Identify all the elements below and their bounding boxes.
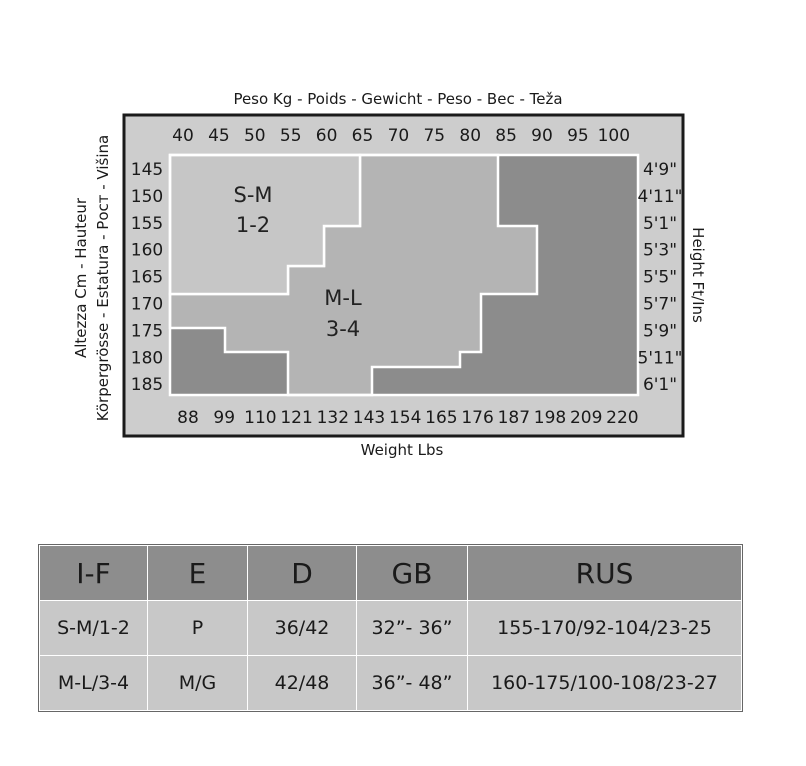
y-tick-cm: 165 [130, 267, 164, 288]
x-tick-lbs: 143 [352, 408, 386, 428]
x-tick-lbs: 99 [213, 408, 236, 428]
y-tick-cm: 170 [130, 294, 164, 315]
y-tick-ft: 6'1" [642, 375, 678, 396]
y-tick-cm: 150 [130, 186, 164, 207]
x-tick-kg: 100 [597, 126, 631, 146]
x-tick-lbs: 154 [388, 408, 422, 428]
zone-sm-name: S-M [233, 183, 273, 207]
table-cell: S-M/1-2 [40, 601, 148, 656]
x-tick-lbs: 187 [497, 408, 531, 428]
x-tick-lbs: 88 [177, 408, 199, 428]
x-tick-kg: 65 [351, 126, 374, 146]
y-tick-cm: 180 [130, 348, 164, 369]
table-cell: M-L/3-4 [40, 656, 148, 711]
y-tick-ft: 5'1" [642, 213, 678, 234]
table-cell: P [148, 601, 248, 656]
y-tick-cm: 175 [130, 321, 164, 342]
y-tick-ft: 5'5" [642, 267, 678, 288]
header-cell: GB [357, 546, 468, 601]
x-tick-kg: 80 [459, 126, 482, 146]
table-cell: 32”- 36” [357, 601, 468, 656]
y-tick-ft: 4'11" [637, 186, 683, 207]
y-axis-label-left-2: Körpergrösse - Estatura - Рост - Višina [94, 134, 112, 422]
table-row [40, 601, 742, 656]
y-tick-cm: 145 [130, 160, 164, 180]
x-tick-kg: 70 [387, 126, 410, 146]
size-conversion-table [39, 545, 742, 711]
x-tick-lbs: 198 [533, 408, 567, 428]
x-tick-lbs: 121 [280, 408, 313, 428]
zone-ml-label: 3-4 [325, 317, 361, 341]
table-cell: 160-175/100-108/23-27 [468, 656, 742, 711]
table-row [40, 656, 742, 711]
header-cell: RUS [468, 546, 742, 601]
y-tick-cm: 160 [130, 240, 164, 261]
x-tick-lbs: 165 [425, 408, 458, 428]
header-cell: I-F [40, 546, 148, 601]
y-tick-ft: 5'9" [642, 321, 678, 342]
x-tick-lbs: 132 [316, 408, 350, 428]
header-cell: D [248, 546, 357, 601]
x-tick-kg: 40 [172, 126, 194, 146]
table-cell: 36”- 48” [357, 656, 468, 711]
y-axis-label-left-1: Altezza Cm - Hauteur [72, 197, 90, 359]
y-axis-label-right: Height Ft/Ins [689, 227, 707, 323]
x-tick-lbs: 220 [606, 408, 639, 428]
x-tick-kg: 45 [208, 126, 230, 146]
zone-ml-name: M-L [324, 286, 362, 310]
x-axis-label-bottom: Weight Lbs [360, 441, 444, 459]
y-tick-ft: 4'9" [642, 160, 678, 180]
y-tick-ft: 5'7" [642, 294, 678, 315]
x-tick-kg: 95 [567, 126, 589, 146]
table-cell: 42/48 [248, 656, 357, 711]
table-cell: M/G [148, 656, 248, 711]
table-header-row [40, 546, 742, 601]
table-cell: 36/42 [248, 601, 357, 656]
x-tick-lbs: 176 [461, 408, 494, 428]
y-tick-cm: 155 [130, 213, 164, 234]
x-tick-lbs: 209 [569, 408, 603, 428]
table-cell: 155-170/92-104/23-25 [468, 601, 742, 656]
x-tick-kg: 55 [279, 126, 302, 146]
header-cell: E [148, 546, 248, 601]
x-tick-kg: 85 [495, 126, 517, 146]
x-tick-lbs: 110 [244, 408, 277, 428]
y-tick-ft: 5'11" [637, 348, 683, 369]
x-tick-kg: 75 [423, 126, 446, 146]
chart-title: Peso Kg - Poids - Gewicht - Peso - Bec - Teža [233, 90, 563, 108]
x-tick-kg: 50 [243, 126, 266, 146]
x-tick-kg: 60 [315, 126, 338, 146]
zone-sm-label: 1-2 [235, 213, 271, 237]
y-tick-cm: 185 [130, 375, 164, 396]
y-tick-ft: 5'3" [642, 240, 678, 261]
x-tick-kg: 90 [531, 126, 553, 146]
